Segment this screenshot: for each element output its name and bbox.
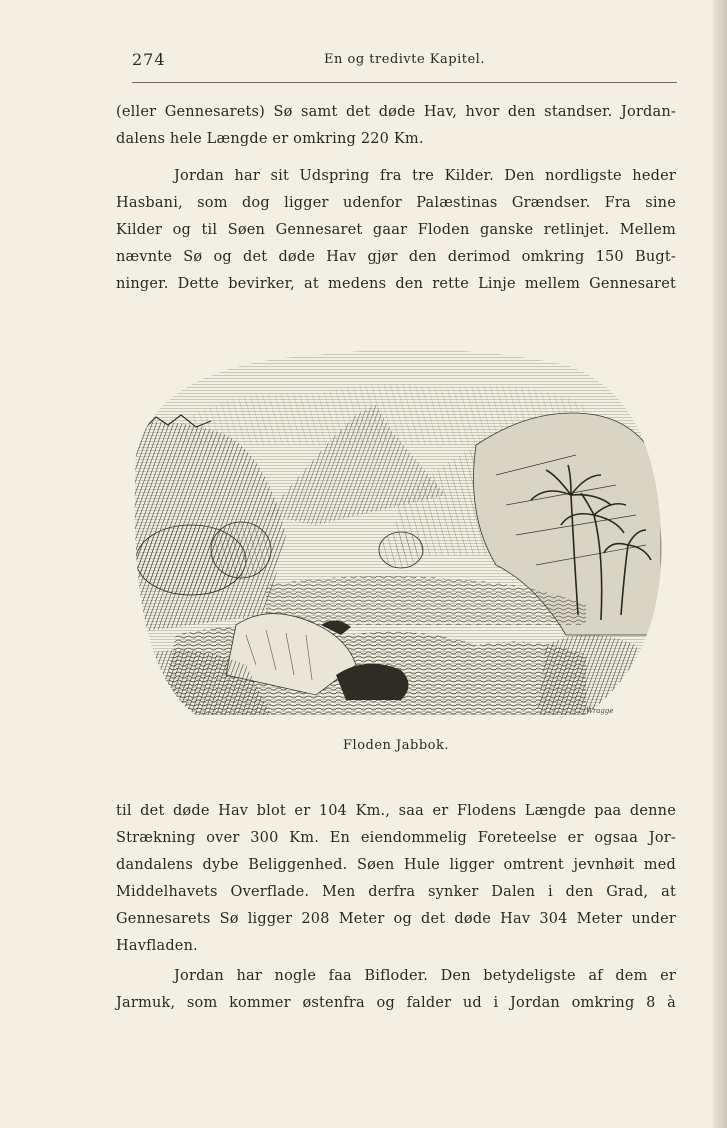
page-number: 274 <box>132 50 166 69</box>
running-head: En og tredivte Kapitel. <box>324 52 485 67</box>
text-line: dalens hele Længde er omkring 220 Km. <box>116 131 424 147</box>
text-block-top <box>116 99 676 298</box>
text-line: (eller Gennesarets) Sø samt det døde Hav, hvor den standser. Jordan- <box>116 104 676 120</box>
text-line: Hasbani, som dog ligger udenfor Palæstinas Grændser. Fra sine <box>116 195 676 211</box>
text-line: til det døde Hav blot er 104 Km., saa er Flodens Længde paa denne <box>116 803 676 819</box>
text-line: dandalens dybe Beliggenhed. Søen Hule ligger omtrent jevnhøit med <box>116 857 676 873</box>
text-line: nævnte Sø og det døde Hav gjør den derimod omkring 150 Bugt- <box>116 249 676 265</box>
page-header <box>132 50 677 74</box>
text-line: Kilder og til Søen Gennesaret gaar Floden ganske retlinjet. Mellem <box>116 222 676 238</box>
text-line: Strækning over 300 Km. En eiendommelig Foreteelse er ogsaa Jor- <box>116 830 676 846</box>
header-rule <box>132 82 677 83</box>
text-line: Middelhavets Overflade. Men derfra synker Dalen i den Grad, at <box>116 884 676 900</box>
text-line: Jarmuk, som kommer østenfra og falder ud i Jordan omkring 8 à <box>116 995 676 1011</box>
page-edge-shadow <box>713 0 727 1128</box>
figure-caption: Floden Jabbok. <box>343 738 449 753</box>
text-line: ninger. Dette bevirker, at medens den rette Linje mellem Gennesaret <box>116 276 676 292</box>
engraver-signature: Wragge <box>586 707 614 715</box>
text-line: Jordan har nogle faa Bifloder. Den betydeligste af dem er <box>174 968 676 984</box>
text-block-bottom <box>116 798 676 1017</box>
text-line: Gennesarets Sø ligger 208 Meter og det døde Hav 304 Meter under <box>116 911 676 927</box>
scene <box>116 335 676 725</box>
text-line: Jordan har sit Udspring fra tre Kilder. Den nordligste heder <box>174 168 676 184</box>
engraving-illustration <box>116 335 676 725</box>
text-line: Havfladen. <box>116 938 198 954</box>
